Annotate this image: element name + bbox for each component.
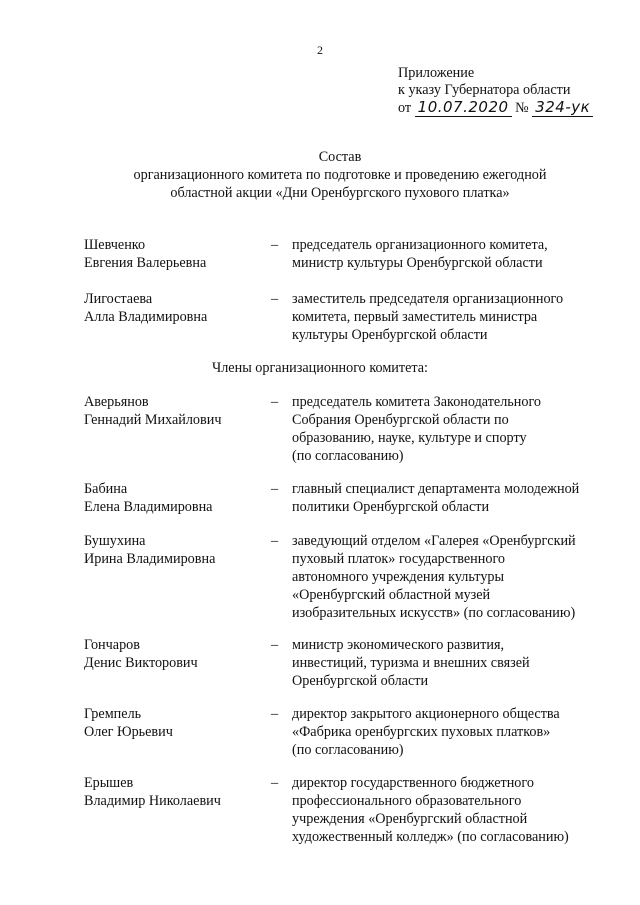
person-role: министр экономического развития, инвестиций, туризма и внешних связей Оренбургской области	[292, 637, 530, 689]
dash: –	[271, 775, 279, 791]
person-name: Бабина Елена Владимировна	[84, 481, 213, 515]
dash: –	[271, 394, 279, 410]
dash: –	[271, 533, 279, 549]
person-name: Лигостаева Алла Владимировна	[84, 291, 208, 325]
person-name: Гремпель Олег Юрьевич	[84, 706, 173, 740]
dash: –	[271, 237, 279, 253]
title-line-1: Состав	[318, 149, 362, 165]
person-name: Аверьянов Геннадий Михайлович	[84, 394, 222, 428]
person-role: председатель комитета Законодательного Собрания Оренбургской области по образованию, науке, культуре и спорту (по согласованию)	[292, 394, 542, 464]
title-line-2: организационного комитета по подготовке и проведению ежегодной	[133, 167, 547, 183]
person-name: Бушухина Ирина Владимировна	[84, 533, 216, 567]
appendix-decree-ref: к указу Губернатора области	[398, 82, 571, 98]
dash: –	[271, 706, 279, 722]
person-name: Гончаров Денис Викторович	[84, 637, 198, 671]
appendix-header	[398, 64, 618, 115]
handwritten-number: 324-ук	[532, 98, 593, 117]
date-prefix: от	[398, 100, 412, 116]
appendix-label: Приложение	[398, 65, 475, 81]
members-heading: Члены организационного комитета:	[212, 360, 428, 376]
title-line-3: областной акции «Дни Оренбургского пухового платка»	[170, 185, 510, 201]
page-number: 2	[317, 43, 323, 57]
person-role: заместитель председателя организационного комитета, первый заместитель министра культуры Оренбургской области	[292, 291, 564, 343]
dash: –	[271, 637, 279, 653]
dash: –	[271, 291, 279, 307]
person-name: Ерышев Владимир Николаевич	[84, 775, 221, 809]
number-prefix: №	[515, 100, 529, 116]
document-title	[60, 148, 620, 202]
person-role: директор закрытого акционерного общества «Фабрика оренбургских пуховых платков» (по согласованию)	[292, 706, 560, 758]
person-role: председатель организационного комитета, министр культуры Оренбургской области	[292, 237, 548, 271]
person-role: директор государственного бюджетного профессионального образовательного учреждения «Оренбургский областной художественный колледж» (по согласованию)	[292, 775, 569, 845]
person-role: главный специалист департамента молодежной политики Оренбургской области	[292, 481, 580, 515]
appendix-date-line	[398, 98, 618, 115]
person-role: заведующий отделом «Галерея «Оренбургский пуховый платок» государственного автономного учреждения культуры «Оренбургский областной музей изобразительных искусств» (по согласованию)	[292, 533, 576, 621]
dash: –	[271, 481, 279, 497]
person-name: Шевченко Евгения Валерьевна	[84, 237, 207, 271]
handwritten-date: 10.07.2020	[415, 98, 512, 117]
